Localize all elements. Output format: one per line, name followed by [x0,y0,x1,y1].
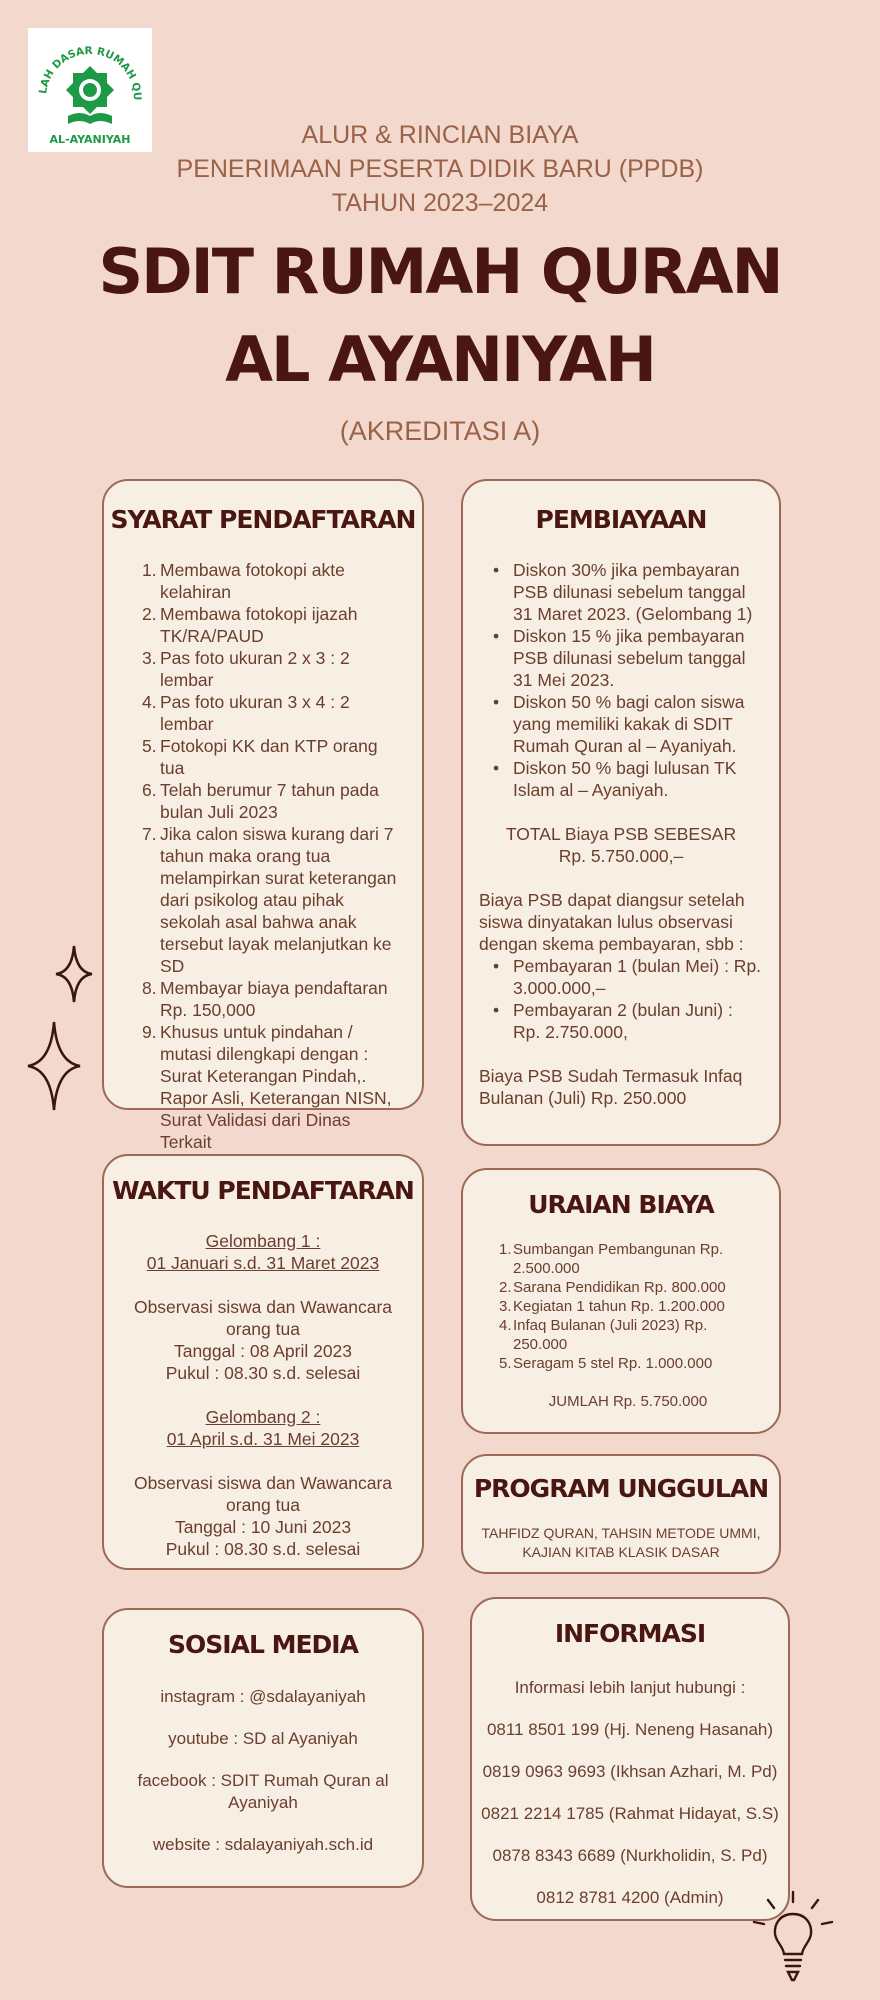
sosial-body [122,1686,404,1856]
pembiayaan-body [479,559,763,1109]
gelombang-2-pukul: Pukul : 08.30 s.d. selesai [165,1539,361,1559]
total-label: TOTAL Biaya PSB SEBESAR [505,824,737,844]
gelombang-2-tanggal: Tanggal : 10 Juni 2023 [174,1517,352,1537]
school-title-line-1: SDIT RUMAH QURAN [98,235,782,308]
sparkle-large-icon [26,1020,82,1112]
list-item: • Diskon 30% jika pembayaran PSB dilunasi sebelum tanggal 31 Maret 2023. (Gelombang 1) [479,559,763,625]
uraian-list [499,1240,757,1411]
sparkle-small-icon [54,944,94,1004]
header-line-2: PENERIMAAN PESERTA DIDIK BARU (PPDB) [176,155,704,183]
list-item: 2. Sarana Pendidikan Rp. 800.000 [499,1279,726,1296]
uraian-title: URAIAN BIAYA [528,1190,714,1219]
instagram-link[interactable]: instagram : @sdalayaniyah [160,1687,366,1706]
list-item: • Diskon 50 % bagi lulusan TK Islam al – Ayaniyah. [479,757,763,801]
website-link[interactable]: website : sdalayaniyah.sch.id [152,1835,374,1854]
list-item: 6. Telah berumur 7 tahun pada bulan Juli 2023 [142,780,379,822]
gelombang-1-range: 01 Januari s.d. 31 Maret 2023 [146,1253,380,1273]
program-body [473,1524,769,1562]
gelombang-2-observasi: Observasi siswa dan Wawancara orang tua [133,1473,393,1515]
list-item: 3. Pas foto ukuran 2 x 3 : 2 lembar [142,648,350,690]
header-line-3: TAHUN 2023–2024 [331,189,549,217]
informasi-intro: Informasi lebih lanjut hubungi : [514,1678,746,1697]
discount-list [479,559,763,801]
waktu-card [102,1154,424,1570]
list-item: 1. Membawa fotokopi akte kelahiran [142,560,345,602]
contact-item[interactable]: 0819 0963 9693 (Ikhsan Azhari, M. Pd) [482,1762,778,1781]
program-line-2: KAJIAN KITAB KLASIK DASAR [522,1544,720,1560]
waktu-title: WAKTU PENDAFTARAN [112,1176,414,1205]
logo-bottom-text: AL-AYANIYAH [49,133,131,146]
uraian-jumlah: JUMLAH Rp. 5.750.000 [548,1393,708,1410]
installment-intro: Biaya PSB dapat diangsur setelah siswa dinyatakan lulus observasi dengan skema pembayaran, sbb : [479,890,745,954]
list-item: • Diskon 50 % bagi calon siswa yang memiliki kakak di SDIT Rumah Quran al – Ayaniyah. [479,691,763,757]
total-value: Rp. 5.750.000,– [558,846,684,866]
logo-arc-text: LAH DASAR RUMAH QU [37,44,144,101]
program-card [461,1454,781,1574]
list-item: • Pembayaran 2 (bulan Juni) : Rp. 2.750.000, [479,999,763,1043]
gelombang-1-title: Gelombang 1 : [205,1231,321,1251]
school-title-line-2: AL AYANIYAH [225,323,655,396]
list-item: 8. Membayar biaya pendaftaran Rp. 150,000 [142,978,388,1020]
sosial-title: SOSIAL MEDIA [168,1630,358,1659]
gelombang-1-observasi: Observasi siswa dan Wawancara orang tua [133,1297,393,1339]
installment-list [479,955,763,1043]
list-item: 5. Seragam 5 stel Rp. 1.000.000 [499,1355,713,1372]
header-line-1: ALUR & RINCIAN BIAYA [301,121,579,149]
program-title: PROGRAM UNGGULAN [473,1474,769,1503]
gelombang-1-pukul: Pukul : 08.30 s.d. selesai [165,1363,361,1383]
list-item: • Diskon 15 % jika pembayaran PSB dilunasi sebelum tanggal 31 Mei 2023. [479,625,763,691]
list-item: 4. Infaq Bulanan (Juli 2023) Rp. 250.000 [499,1317,708,1353]
informasi-body [480,1677,780,1909]
program-line-1: TAHFIDZ QURAN, TAHSIN METODE UMMI, [481,1525,761,1541]
waktu-body [122,1230,404,1560]
syarat-card [102,479,424,1152]
list-item: 7. Jika calon siswa kurang dari 7 tahun maka orang tua melampirkan surat keterangan dari psikolog atau pihak sekolah asal bahwa anak tersebut layak melanjutkan ke SD [142,824,397,976]
list-item: 9. Khusus untuk pindahan / mutasi dilengkapi dengan : Surat Keterangan Pindah,. Rapor Asli, Keterangan NISN, Surat Validasi dari Dinas Terkait [142,1022,392,1152]
akreditasi-label: (AKREDITASI A) [339,416,541,446]
gelombang-1-tanggal: Tanggal : 08 April 2023 [173,1341,353,1361]
uraian-card [461,1168,781,1434]
list-item: 1. Sumbangan Pembangunan Rp. 2.500.000 [499,1241,724,1277]
sosial-card [102,1608,424,1888]
contact-item[interactable]: 0812 8781 4200 (Admin) [536,1888,724,1907]
list-item: 3. Kegiatan 1 tahun Rp. 1.200.000 [499,1298,725,1315]
gelombang-2-range: 01 April s.d. 31 Mei 2023 [166,1429,360,1449]
fee-note: Biaya PSB Sudah Termasuk Infaq Bulanan (Juli) Rp. 250.000 [479,1066,743,1108]
syarat-list [142,559,406,1153]
contact-item[interactable]: 0821 2214 1785 (Rahmat Hidayat, S.S) [481,1804,779,1823]
gelombang-2-title: Gelombang 2 : [205,1407,321,1427]
contact-item[interactable]: 0811 8501 199 (Hj. Neneng Hasanah) [486,1720,774,1739]
list-item: 5. Fotokopi KK dan KTP orang tua [142,736,378,778]
informasi-title: INFORMASI [554,1619,706,1648]
facebook-link[interactable]: facebook : SDIT Rumah Quran al Ayaniyah [137,1771,389,1812]
contact-item[interactable]: 0878 8343 6689 (Nurkholidin, S. Pd) [492,1846,768,1865]
list-item: 2. Membawa fotokopi ijazah TK/RA/PAUD [142,604,358,646]
pembiayaan-title: PEMBIAYAAN [535,505,707,534]
youtube-link[interactable]: youtube : SD al Ayaniyah [168,1729,358,1748]
pembiayaan-card [461,479,781,1146]
informasi-card [470,1597,790,1921]
list-item: 4. Pas foto ukuran 3 x 4 : 2 lembar [142,692,350,734]
syarat-title: SYARAT PENDAFTARAN [110,505,416,534]
lightbulb-icon [748,1888,838,1992]
list-item: • Pembayaran 1 (bulan Mei) : Rp. 3.000.000,– [479,955,763,999]
